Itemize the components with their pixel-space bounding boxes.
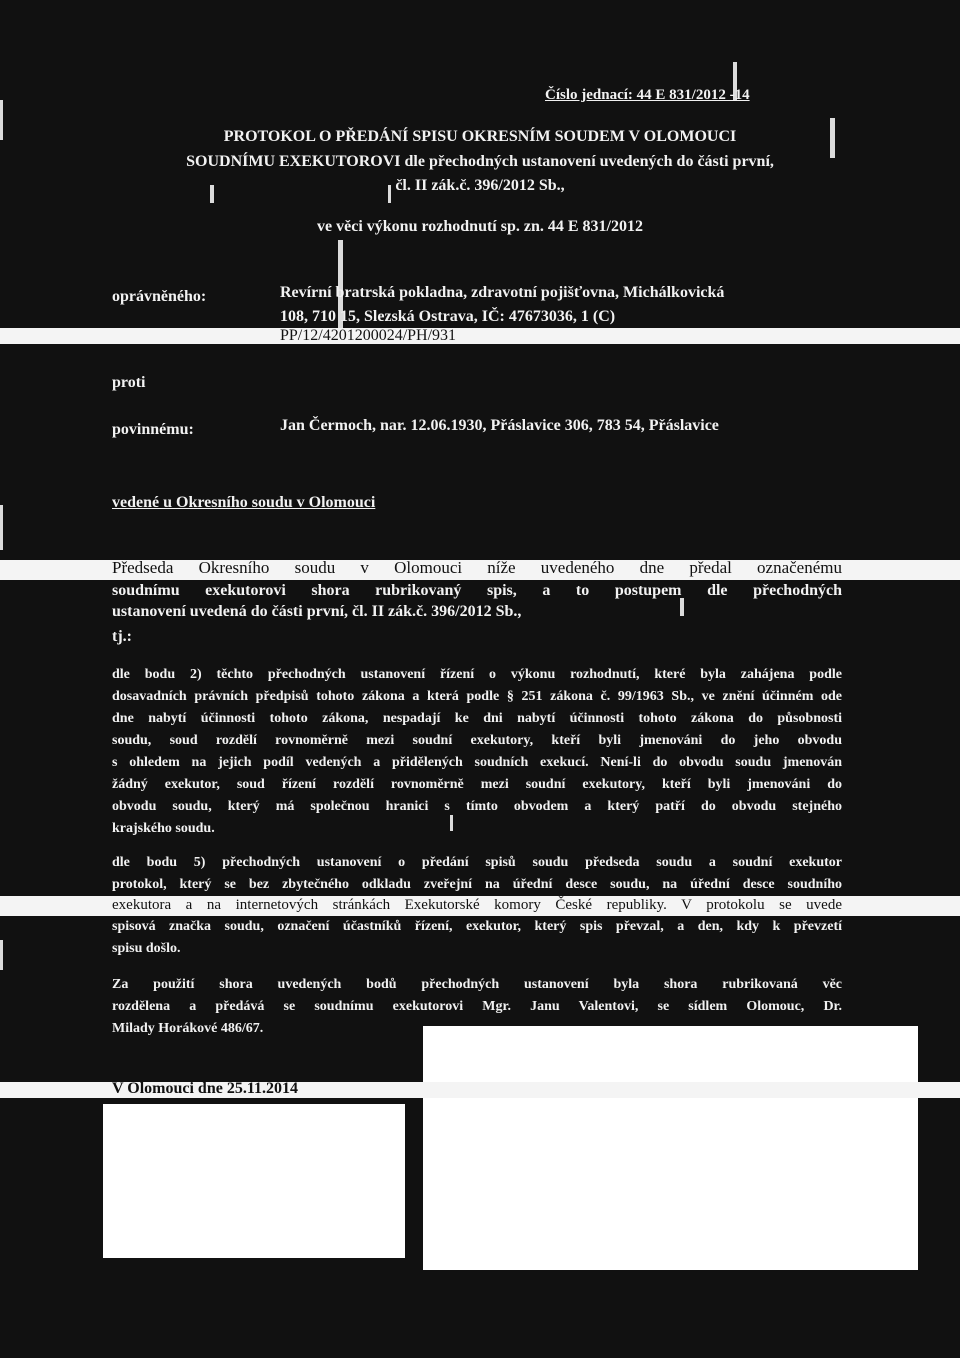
intro-line-3: ustanovení uvedená do části první, čl. II zák.č. 396/2012 Sb.,	[112, 603, 522, 620]
debtor-value: Jan Čermoch, nar. 12.06.1930, Přáslavice 306, 783 54, Přáslavice	[280, 417, 719, 434]
para3-line-1: Za použití shora uvedených bodů přechodných ustanovení byla shora rubrikovaná věc	[112, 977, 842, 992]
scan-band	[0, 328, 960, 344]
intro-line-4: tj.:	[112, 628, 132, 645]
intro-line-2: soudnímu exekutorovi shora rubrikovaný spis, a to postupem dle přechodných	[112, 582, 842, 599]
para1-line-7: obvodu soudu, který má společnou hranici s tímto obvodem a který patří do obvodu stejného	[112, 799, 842, 814]
para2-line-5: spisu došlo.	[112, 941, 181, 956]
para1-line-6: žádný exekutor, soud řízení rozdělí rovnoměrně mezi soudní exekutory, kteří byli jmenováni do	[112, 777, 842, 792]
para1-line-3: dne nabytí účinnosti tohoto zákona, nespadají ke dni nabytí účinnosti tohoto zákona do působnosti	[112, 711, 842, 726]
case-line: ve věci výkonu rozhodnutí sp. zn. 44 E 831/2012	[317, 218, 643, 235]
creditor-label: oprávněného:	[112, 288, 207, 305]
para2-line-1: dle bodu 5) přechodných ustanovení o předání spisů soudu předseda soudu a soudní exekutor	[112, 855, 842, 870]
para1-line-5: s ohledem na jejich podíl vedených a přidělených soudních exekucí. Není-li do obvodu soudu jmenován	[112, 755, 842, 770]
redacted-box	[423, 1026, 918, 1270]
para3-line-3: Milady Horákové 486/67.	[112, 1021, 264, 1036]
para2-line-2: protokol, který se bez zbytečného odkladu zveřejní na úřední desce soudu, na úřední desce soudního	[112, 877, 842, 892]
scan-mark	[0, 100, 3, 140]
intro-line-1: Předseda Okresního soudu v Olomouci níže uvedeného dne předal označenému	[112, 558, 842, 577]
para1-line-8: krajského soudu.	[112, 821, 215, 836]
scan-mark	[0, 505, 3, 550]
creditor-line-2: 108, 710 15, Slezská Ostrava, IČ: 47673036, 1 (C)	[280, 308, 616, 325]
debtor-label: povinnému:	[112, 421, 194, 438]
para2-line-4: spisová značka soudu, označení účastníků řízení, exekutor, který spis převzal, a den, kdy k převzetí	[112, 919, 842, 934]
scan-mark	[0, 940, 3, 970]
para2-line-3: exekutora a na internetových stránkách Exekutorské komory České republiky. V protokolu se uvede	[112, 897, 842, 913]
against-label: proti	[112, 374, 146, 391]
para1-line-1: dle bodu 2) těchto přechodných ustanovení řízení o výkonu rozhodnutí, které byla zahájena podle	[112, 667, 842, 682]
creditor-line-3: PP/12/4201200024/PH/931	[280, 327, 457, 344]
title-line-1: PROTOKOL O PŘEDÁNÍ SPISU OKRESNÍM SOUDEM V OLOMOUCI	[223, 128, 737, 145]
para1-line-4: soudu, soud rozdělí rovnoměrně mezi soudní exekutory, kteří byli jmenováni do jeho obvodu	[112, 733, 842, 748]
para1-line-2: dosavadních právních předpisů tohoto zákona a která podle § 251 zákona č. 99/1963 Sb., ve znění účinném ode	[112, 689, 842, 704]
scan-mark	[680, 598, 684, 616]
date-line: V Olomouci dne 25.11.2014	[112, 1080, 298, 1097]
para3-line-2: rozdělena a předává se soudnímu exekutorovi Mgr. Janu Valentovi, se sídlem Olomouc, Dr.	[112, 999, 842, 1014]
scan-mark	[450, 815, 453, 831]
court-heading: vedené u Okresního soudu v Olomouci	[112, 494, 376, 511]
title-line-2: SOUDNÍMU EXEKUTOROVI dle přechodných ustanovení uvedených do části první,	[186, 153, 774, 170]
reference-number: Číslo jednací: 44 E 831/2012 -14	[545, 87, 750, 103]
creditor-line-1: Revírní bratrská pokladna, zdravotní pojišťovna, Michálkovická	[280, 284, 725, 301]
redacted-signature-box	[103, 1104, 405, 1258]
title-line-3: čl. II zák.č. 396/2012 Sb.,	[395, 177, 565, 194]
